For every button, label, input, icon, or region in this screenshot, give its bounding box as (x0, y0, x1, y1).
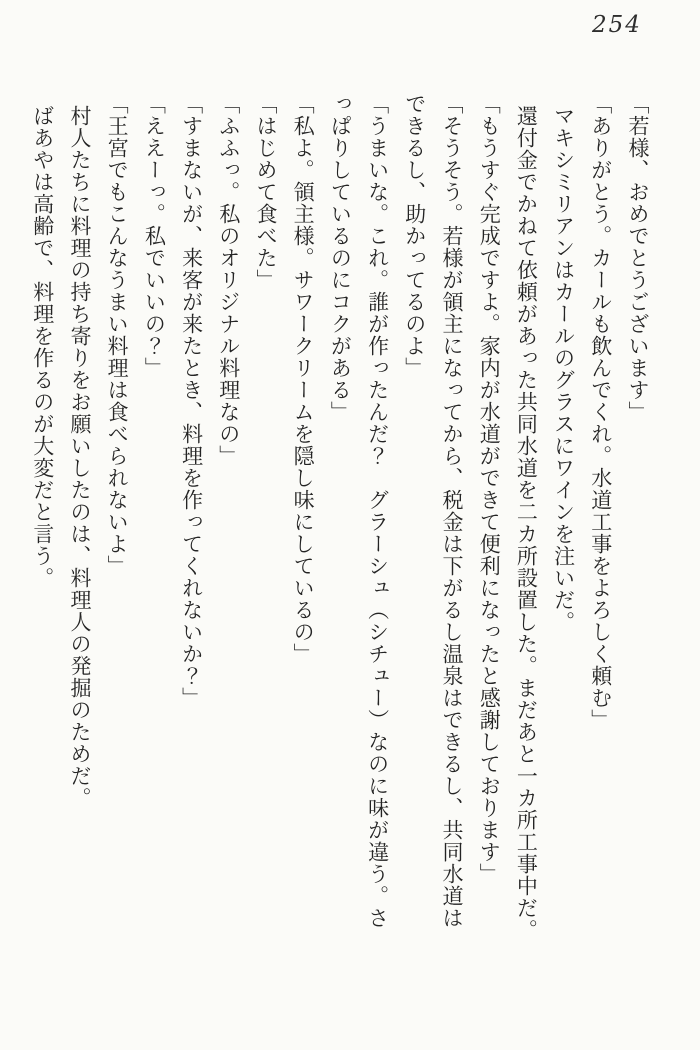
paragraph (507, 93, 544, 1015)
text-column-line: っぱりしているのにコクがある」 (328, 93, 353, 423)
paragraph (544, 93, 581, 1015)
body-text (24, 93, 656, 1015)
text-column-line: 「はじめて食べた」 (253, 93, 278, 291)
paragraph (470, 93, 507, 1015)
text-column-line: 「もうすぐ完成ですよ。家内が水道ができて便利になったと感謝しております」 (477, 93, 502, 885)
text-column-line: 「ふふっ。私のオリジナル料理なの」 (216, 93, 241, 467)
text-column-line: マキシミリアンはカールのグラスにワインを注いだ。 (551, 104, 576, 633)
text-column-line: 「ええーっ。私でいいの？」 (142, 93, 167, 379)
text-column-line: 「そうそう。若様が領主になってから、税金は下がるし温泉はできるし、共同水道は (439, 93, 464, 929)
text-column-line: 「うまいな。これ。誰が作ったんだ？ グラーシュ（シチュー）なのに味が違う。さ (365, 93, 390, 929)
page-number: 254 (592, 12, 642, 38)
paragraph (172, 93, 209, 1015)
paragraph (24, 93, 61, 1015)
text-column-line: 「私よ。領主様。サワークリームを隠し味にしているの」 (291, 93, 316, 665)
paragraph (61, 93, 98, 1015)
text-column-line: 「王宮でもこんなうまい料理は食べられないよ」 (105, 93, 130, 577)
text-column-line: 還付金でかねて依頼があった共同水道を二カ所設置した。まだあと一カ所工事中だ。 (514, 104, 539, 941)
paragraph (98, 93, 135, 1015)
paragraph (210, 93, 247, 1015)
paragraph (619, 93, 656, 1015)
text-column-line: 「すまないが、来客が来たとき、料理を作ってくれないか？」 (179, 93, 204, 709)
text-column-line: 村人たちに料理の持ち寄りをお願いしたのは、料理人の発掘のためだ。 (67, 104, 92, 809)
paragraph (321, 93, 395, 1015)
text-column-line: ばあやは高齢で、料理を作るのが大変だと言う。 (30, 104, 55, 589)
text-column-line: 「ありがとう。カールも飲んでくれ。水道工事をよろしく頼む」 (588, 93, 613, 731)
text-column-line: できるし、助かってるのよ」 (402, 93, 427, 379)
text-column-line: 「若様、おめでとうございます」 (626, 93, 650, 423)
paragraph (284, 93, 321, 1015)
paragraph (135, 93, 172, 1015)
paragraph (582, 93, 619, 1015)
paragraph (396, 93, 470, 1015)
paragraph (247, 93, 284, 1015)
